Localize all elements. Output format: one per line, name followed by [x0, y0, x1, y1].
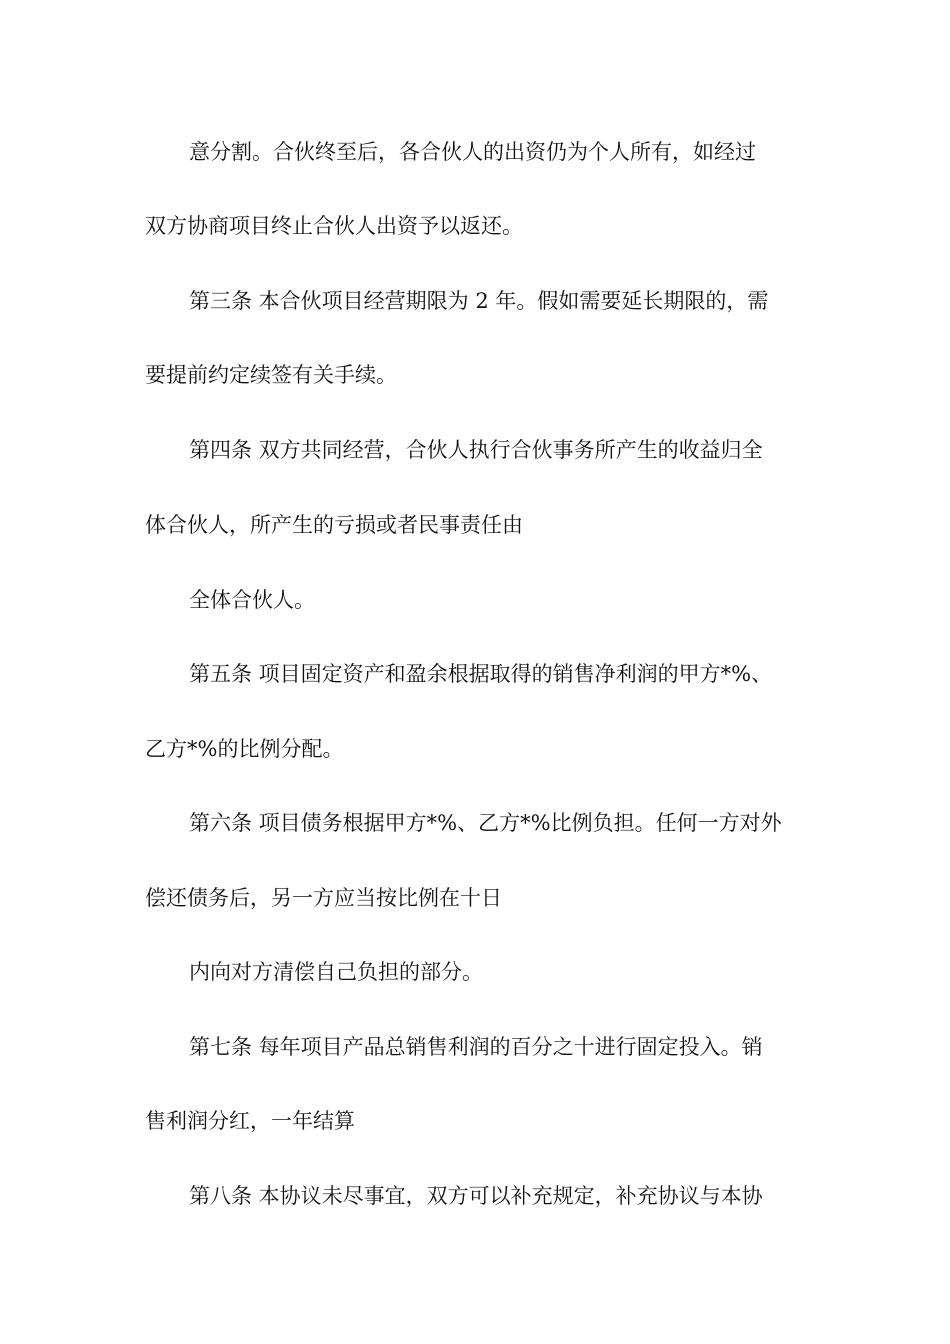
text-line: 第六条 项目债务根据甲方*%、乙方*%比例负担。任何一方对外: [189, 811, 782, 835]
text-line: 乙方*%的比例分配。: [145, 737, 344, 761]
text-line: 要提前约定续签有关手续。: [145, 363, 397, 387]
text-line: 双方协商项目终止合伙人出资予以返还。: [145, 214, 523, 238]
text-line: 意分割。合伙终至后，各合伙人的出资仍为个人所有，如经过: [189, 140, 756, 164]
text-line: 第八条 本协议未尽事宜，双方可以补充规定，补充协议与本协: [189, 1184, 763, 1208]
text-line: 体合伙人，所产生的亏损或者民事责任由: [145, 513, 523, 537]
text-line: 售利润分红，一年结算: [145, 1109, 355, 1133]
text-line: 偿还债务后，另一方应当按比例在十日: [145, 886, 502, 910]
text-line: 全体合伙人。: [189, 588, 315, 612]
text-line: 第四条 双方共同经营，合伙人执行合伙事务所产生的收益归全: [189, 438, 763, 462]
text-line: 内向对方清偿自己负担的部分。: [189, 960, 483, 984]
text-line: 第五条 项目固定资产和盈余根据取得的销售净利润的甲方*%、: [189, 662, 773, 686]
text-line: 第七条 每年项目产品总销售利润的百分之十进行固定投入。销: [189, 1035, 763, 1059]
text-line: 第三条 本合伙项目经营期限为 2 年。假如需要延长期限的，需: [189, 289, 769, 313]
